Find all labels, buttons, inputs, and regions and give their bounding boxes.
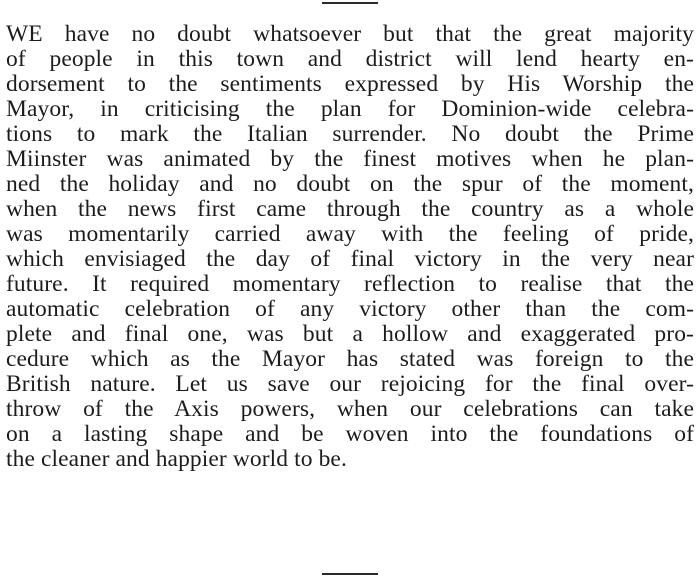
article-line: automatic celebration of any victory other than the com-	[6, 296, 694, 322]
top-separator-rule	[322, 2, 378, 4]
article-line: the cleaner and happier world to be.	[6, 446, 347, 472]
article-line: tions to mark the Italian surrender. No doubt the Prime	[6, 121, 694, 147]
article-line: British nature. Let us save our rejoicing for the final over-	[6, 371, 694, 397]
article-line: which envisiaged the day of final victory in the very near	[6, 246, 694, 272]
article-line: cedure which as the Mayor has stated was foreign to the	[6, 346, 694, 372]
article-line: when the news first came through the country as a whole	[6, 196, 694, 222]
article-line: throw of the Axis powers, when our celebrations can take	[6, 396, 694, 422]
article-line: was momentarily carried away with the feeling of pride,	[6, 221, 694, 247]
article-line: WE have no doubt whatsoever but that the great majority	[6, 21, 694, 47]
bottom-separator-rule	[322, 573, 378, 575]
article-line: dorsement to the sentiments expressed by His Worship the	[6, 71, 694, 97]
article-line: plete and final one, was but a hollow and exaggerated pro-	[6, 321, 694, 347]
article-line: Mayor, in criticising the plan for Dominion-wide celebra-	[6, 96, 694, 122]
article-line: of people in this town and district will lend hearty en-	[6, 46, 694, 72]
editorial-article	[6, 22, 694, 472]
article-line: on a lasting shape and be woven into the foundations of	[6, 421, 694, 447]
article-line: future. It required momentary reflection to realise that the	[6, 271, 694, 297]
article-line: ned the holiday and no doubt on the spur of the moment,	[6, 171, 694, 197]
article-line: Miinster was animated by the finest motives when he plan-	[6, 146, 694, 172]
